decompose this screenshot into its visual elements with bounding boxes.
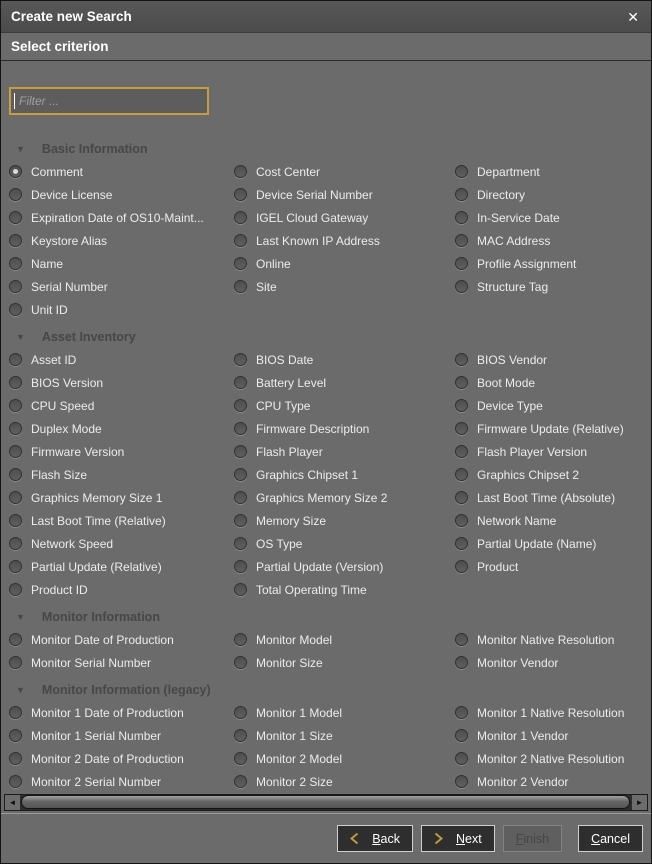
radio-icon[interactable] — [9, 234, 22, 247]
criterion-option-label: Device Serial Number — [256, 187, 373, 202]
criterion-option[interactable] — [9, 770, 234, 793]
radio-icon[interactable] — [9, 445, 22, 458]
back-button-label: Back — [372, 831, 400, 846]
radio-icon[interactable] — [9, 656, 22, 669]
criterion-option[interactable] — [234, 578, 455, 601]
criterion-option[interactable] — [9, 348, 234, 371]
section-label: Monitor Information (legacy) — [41, 683, 211, 697]
criterion-option-label: Firmware Update (Relative) — [477, 421, 624, 436]
criterion-option-label: Flash Player Version — [477, 444, 588, 459]
criterion-option-label: Expiration Date of OS10-Maint... — [31, 210, 204, 225]
criterion-option-label: OS Type — [256, 536, 303, 551]
criterion-option[interactable] — [9, 747, 234, 770]
finish-button-label: Finish — [515, 831, 550, 846]
criterion-option-label: Monitor 1 Vendor — [477, 728, 569, 743]
criterion-option[interactable] — [9, 651, 234, 674]
criterion-option[interactable] — [9, 252, 234, 275]
criterion-option[interactable] — [455, 651, 643, 674]
radio-icon[interactable] — [455, 656, 468, 669]
criterion-option[interactable] — [234, 371, 455, 394]
collapse-caret-icon[interactable]: ▼ — [16, 612, 25, 622]
criterion-option[interactable] — [9, 229, 234, 252]
criterion-option[interactable] — [455, 509, 643, 532]
criterion-option-label: Firmware Version — [31, 444, 125, 459]
finish-button[interactable] — [503, 825, 562, 852]
criterion-option[interactable] — [9, 275, 234, 298]
section-label: Monitor Information — [41, 610, 160, 624]
radio-icon[interactable] — [234, 560, 247, 573]
criterion-option-label: Graphics Chipset 1 — [256, 467, 359, 482]
radio-icon[interactable] — [234, 280, 247, 293]
criterion-option-label: Monitor Serial Number — [31, 655, 152, 670]
criterion-option-label: Monitor Size — [256, 655, 323, 670]
criterion-option[interactable] — [455, 371, 643, 394]
criterion-option-label: Flash Player — [256, 444, 323, 459]
collapse-caret-icon[interactable]: ▼ — [16, 685, 25, 695]
criterion-option-label: Serial Number — [31, 279, 108, 294]
criterion-option[interactable] — [455, 229, 643, 252]
criteria-content — [1, 61, 651, 793]
radio-icon[interactable] — [455, 468, 468, 481]
criterion-option[interactable] — [234, 724, 455, 747]
criterion-option[interactable] — [234, 463, 455, 486]
criteria-sections — [9, 138, 643, 793]
criterion-option-label: Network Speed — [31, 536, 114, 551]
criterion-option[interactable] — [455, 770, 643, 793]
radio-icon[interactable] — [234, 376, 247, 389]
criterion-option[interactable] — [234, 440, 455, 463]
radio-icon[interactable] — [9, 211, 22, 224]
criterion-option-label: Monitor 2 Serial Number — [31, 774, 162, 789]
criterion-option-label: Monitor 2 Model — [256, 751, 343, 766]
criterion-option-label: Graphics Chipset 2 — [477, 467, 580, 482]
criterion-option[interactable] — [455, 628, 643, 651]
criterion-option[interactable] — [9, 486, 234, 509]
text-caret — [14, 93, 15, 109]
titlebar[interactable] — [1, 1, 651, 33]
criterion-option-label: Online — [256, 256, 291, 271]
criterion-option-label: Monitor 1 Serial Number — [31, 728, 162, 743]
radio-icon[interactable] — [9, 353, 22, 366]
cancel-button-label: Cancel — [591, 831, 630, 846]
criterion-option-label: Device Type — [477, 398, 543, 413]
radio-icon[interactable] — [455, 752, 468, 765]
criterion-option-label: Product — [477, 559, 519, 574]
radio-icon[interactable] — [455, 422, 468, 435]
criterion-option-label: BIOS Version — [31, 375, 104, 390]
radio-icon[interactable] — [9, 560, 22, 573]
scroll-right-icon[interactable]: ► — [632, 795, 647, 810]
criterion-option[interactable] — [455, 463, 643, 486]
criterion-option[interactable] — [455, 440, 643, 463]
criterion-option-label: Directory — [477, 187, 526, 202]
radio-icon[interactable] — [9, 399, 22, 412]
criterion-option[interactable] — [234, 394, 455, 417]
radio-icon[interactable] — [234, 752, 247, 765]
criterion-option-label: Monitor 1 Date of Production — [31, 705, 184, 720]
criterion-option[interactable] — [9, 532, 234, 555]
radio-icon[interactable] — [455, 706, 468, 719]
criterion-option[interactable] — [455, 275, 643, 298]
radio-icon[interactable] — [455, 376, 468, 389]
criterion-option[interactable] — [9, 298, 234, 321]
criterion-option-label: Graphics Memory Size 2 — [256, 490, 388, 505]
criterion-option-label: Monitor Native Resolution — [477, 632, 615, 647]
criterion-option[interactable] — [455, 701, 643, 724]
criterion-option[interactable] — [9, 440, 234, 463]
criterion-option[interactable] — [455, 348, 643, 371]
criterion-option[interactable] — [234, 206, 455, 229]
criteria-section — [9, 326, 643, 601]
radio-icon[interactable] — [9, 775, 22, 788]
criterion-option[interactable] — [234, 160, 455, 183]
criterion-option-label: Partial Update (Relative) — [31, 559, 162, 574]
criterion-option-label: CPU Type — [256, 398, 311, 413]
footer — [1, 814, 651, 863]
radio-icon[interactable] — [234, 188, 247, 201]
section-header[interactable] — [9, 679, 643, 701]
criterion-option-label: Duplex Mode — [31, 421, 102, 436]
collapse-caret-icon[interactable]: ▼ — [16, 144, 25, 154]
criterion-option-label: Keystore Alias — [31, 233, 108, 248]
criterion-option[interactable] — [455, 724, 643, 747]
section-label: Basic Information — [41, 142, 148, 156]
radio-icon[interactable] — [9, 257, 22, 270]
criterion-option-label: Monitor 2 Size — [256, 774, 333, 789]
radio-icon[interactable] — [9, 422, 22, 435]
radio-icon[interactable] — [455, 775, 468, 788]
radio-icon[interactable] — [9, 583, 22, 596]
section-label: Asset Inventory — [41, 330, 136, 344]
criterion-option-label: Firmware Description — [256, 421, 370, 436]
radio-icon[interactable] — [234, 633, 247, 646]
criterion-option-label: Memory Size — [256, 513, 327, 528]
criterion-option-label: Monitor 2 Native Resolution — [477, 751, 625, 766]
criterion-option[interactable] — [9, 628, 234, 651]
criterion-option[interactable] — [455, 486, 643, 509]
section-header[interactable] — [9, 138, 643, 160]
criterion-option-label: Device License — [31, 187, 113, 202]
criterion-option[interactable] — [234, 183, 455, 206]
chevron-right-icon — [434, 832, 443, 845]
radio-icon[interactable] — [9, 303, 22, 316]
criterion-option-label: Last Boot Time (Relative) — [31, 513, 166, 528]
criterion-option[interactable] — [234, 770, 455, 793]
criterion-option[interactable] — [234, 555, 455, 578]
options-grid — [9, 348, 643, 601]
radio-icon[interactable] — [234, 399, 247, 412]
criterion-option-label: In-Service Date — [477, 210, 560, 225]
radio-icon[interactable] — [9, 752, 22, 765]
criterion-option[interactable] — [234, 486, 455, 509]
radio-icon[interactable] — [234, 583, 247, 596]
criterion-option-label: Last Known IP Address — [256, 233, 380, 248]
radio-icon[interactable] — [9, 376, 22, 389]
radio-icon[interactable] — [9, 537, 22, 550]
radio-icon[interactable] — [455, 445, 468, 458]
criterion-option-label: Name — [31, 256, 64, 271]
criterion-option[interactable] — [234, 252, 455, 275]
criterion-option-label: Monitor 1 Size — [256, 728, 333, 743]
criterion-option-label: Battery Level — [256, 375, 327, 390]
radio-icon[interactable] — [455, 165, 468, 178]
radio-icon[interactable] — [234, 514, 247, 527]
section-header[interactable] — [9, 606, 643, 628]
criterion-option[interactable] — [9, 509, 234, 532]
criterion-option[interactable] — [455, 160, 643, 183]
criterion-option-label: Monitor Vendor — [477, 655, 559, 670]
radio-icon[interactable] — [455, 353, 468, 366]
criteria-section — [9, 138, 643, 321]
radio-icon[interactable] — [9, 280, 22, 293]
criterion-option-label: Flash Size — [31, 467, 88, 482]
radio-icon[interactable] — [455, 211, 468, 224]
back-button[interactable] — [337, 825, 413, 852]
radio-icon[interactable] — [234, 468, 247, 481]
radio-icon[interactable] — [234, 422, 247, 435]
criterion-option-label: Boot Mode — [477, 375, 536, 390]
criteria-section — [9, 679, 643, 793]
criterion-option[interactable] — [455, 532, 643, 555]
criterion-option[interactable] — [455, 206, 643, 229]
criterion-option[interactable] — [234, 417, 455, 440]
criterion-option[interactable] — [455, 394, 643, 417]
options-grid — [9, 160, 643, 321]
criterion-option[interactable] — [234, 348, 455, 371]
radio-icon[interactable] — [9, 514, 22, 527]
radio-icon[interactable] — [455, 633, 468, 646]
page-title: Select criterion — [1, 33, 651, 61]
criterion-option[interactable] — [234, 229, 455, 252]
criterion-option-label: Monitor 2 Vendor — [477, 774, 569, 789]
criterion-option-label: IGEL Cloud Gateway — [256, 210, 369, 225]
criterion-option[interactable] — [9, 724, 234, 747]
radio-icon[interactable] — [9, 633, 22, 646]
radio-icon[interactable] — [234, 537, 247, 550]
radio-icon[interactable] — [234, 775, 247, 788]
options-grid — [9, 628, 643, 674]
radio-icon[interactable] — [234, 656, 247, 669]
criterion-option-label: Cost Center — [256, 164, 321, 179]
criterion-option[interactable] — [455, 747, 643, 770]
filter-wrap — [9, 87, 209, 115]
criterion-option-label: CPU Speed — [31, 398, 95, 413]
criterion-option-label: Monitor 1 Native Resolution — [477, 705, 625, 720]
radio-icon[interactable] — [9, 165, 22, 178]
criterion-option-label: Profile Assignment — [477, 256, 577, 271]
radio-icon[interactable] — [9, 729, 22, 742]
radio-icon[interactable] — [455, 537, 468, 550]
criterion-option-label: Structure Tag — [477, 279, 549, 294]
criterion-option[interactable] — [234, 747, 455, 770]
criterion-option[interactable] — [9, 160, 234, 183]
criterion-option[interactable] — [455, 555, 643, 578]
criterion-option-label: Monitor 2 Date of Production — [31, 751, 184, 766]
radio-icon[interactable] — [455, 280, 468, 293]
criterion-option-label: MAC Address — [477, 233, 551, 248]
criterion-option[interactable] — [234, 651, 455, 674]
criteria-section — [9, 606, 643, 674]
radio-icon[interactable] — [455, 257, 468, 270]
criterion-option[interactable] — [234, 509, 455, 532]
scroll-left-icon[interactable]: ◄ — [5, 795, 20, 810]
collapse-caret-icon[interactable]: ▼ — [16, 332, 25, 342]
criterion-option-label: BIOS Vendor — [477, 352, 548, 367]
criterion-option[interactable] — [234, 628, 455, 651]
criterion-option-label: Network Name — [477, 513, 557, 528]
criterion-option[interactable] — [9, 578, 234, 601]
radio-icon[interactable] — [455, 188, 468, 201]
criterion-option-label: Last Boot Time (Absolute) — [477, 490, 616, 505]
cancel-button[interactable] — [578, 825, 643, 852]
criterion-option-label: Graphics Memory Size 1 — [31, 490, 163, 505]
criterion-option-label: Monitor Model — [256, 632, 333, 647]
horizontal-scrollbar[interactable] — [4, 794, 648, 811]
criterion-option[interactable] — [9, 417, 234, 440]
radio-icon[interactable] — [455, 514, 468, 527]
radio-icon[interactable] — [455, 729, 468, 742]
radio-icon[interactable] — [455, 399, 468, 412]
criterion-option[interactable] — [9, 394, 234, 417]
criterion-option[interactable] — [9, 463, 234, 486]
criterion-option-label: Partial Update (Name) — [477, 536, 597, 551]
criterion-option[interactable] — [9, 206, 234, 229]
criterion-option-label: Asset ID — [31, 352, 77, 367]
chevron-left-icon — [350, 832, 359, 845]
criterion-option[interactable] — [9, 555, 234, 578]
radio-icon[interactable] — [234, 165, 247, 178]
filter-input[interactable] — [9, 87, 209, 115]
criterion-option[interactable] — [9, 371, 234, 394]
radio-icon[interactable] — [234, 211, 247, 224]
criterion-option[interactable] — [455, 183, 643, 206]
next-button-label: Next — [456, 831, 482, 846]
radio-icon[interactable] — [234, 445, 247, 458]
window-title: Create new Search — [11, 9, 132, 24]
radio-icon[interactable] — [9, 491, 22, 504]
scroll-thumb[interactable] — [21, 795, 630, 809]
criterion-option-label: Comment — [31, 164, 84, 179]
criterion-option[interactable] — [234, 701, 455, 724]
criterion-option-label: Monitor 1 Model — [256, 705, 343, 720]
next-button[interactable] — [421, 825, 495, 852]
radio-icon[interactable] — [234, 706, 247, 719]
section-header[interactable] — [9, 326, 643, 348]
criterion-option[interactable] — [9, 701, 234, 724]
criterion-option-label: Total Operating Time — [256, 582, 367, 597]
radio-icon[interactable] — [9, 468, 22, 481]
criterion-option-label: Department — [477, 164, 540, 179]
criterion-option-label: Site — [256, 279, 277, 294]
radio-icon[interactable] — [9, 706, 22, 719]
criterion-option[interactable] — [234, 532, 455, 555]
criterion-option-label: Unit ID — [31, 302, 68, 317]
close-icon[interactable]: ✕ — [627, 8, 639, 25]
radio-icon[interactable] — [234, 491, 247, 504]
radio-icon[interactable] — [234, 234, 247, 247]
criterion-option[interactable] — [234, 275, 455, 298]
criterion-option[interactable] — [455, 252, 643, 275]
criterion-option-label: Monitor Date of Production — [31, 632, 174, 647]
criterion-option-label: Product ID — [31, 582, 88, 597]
radio-icon[interactable] — [234, 729, 247, 742]
radio-icon[interactable] — [455, 234, 468, 247]
criterion-option-label: BIOS Date — [256, 352, 314, 367]
radio-icon[interactable] — [9, 188, 22, 201]
radio-icon[interactable] — [234, 353, 247, 366]
criterion-option-label: Partial Update (Version) — [256, 559, 384, 574]
criterion-option[interactable] — [9, 183, 234, 206]
criterion-option[interactable] — [455, 417, 643, 440]
radio-icon[interactable] — [455, 560, 468, 573]
radio-icon[interactable] — [455, 491, 468, 504]
radio-icon[interactable] — [234, 257, 247, 270]
options-grid — [9, 701, 643, 793]
